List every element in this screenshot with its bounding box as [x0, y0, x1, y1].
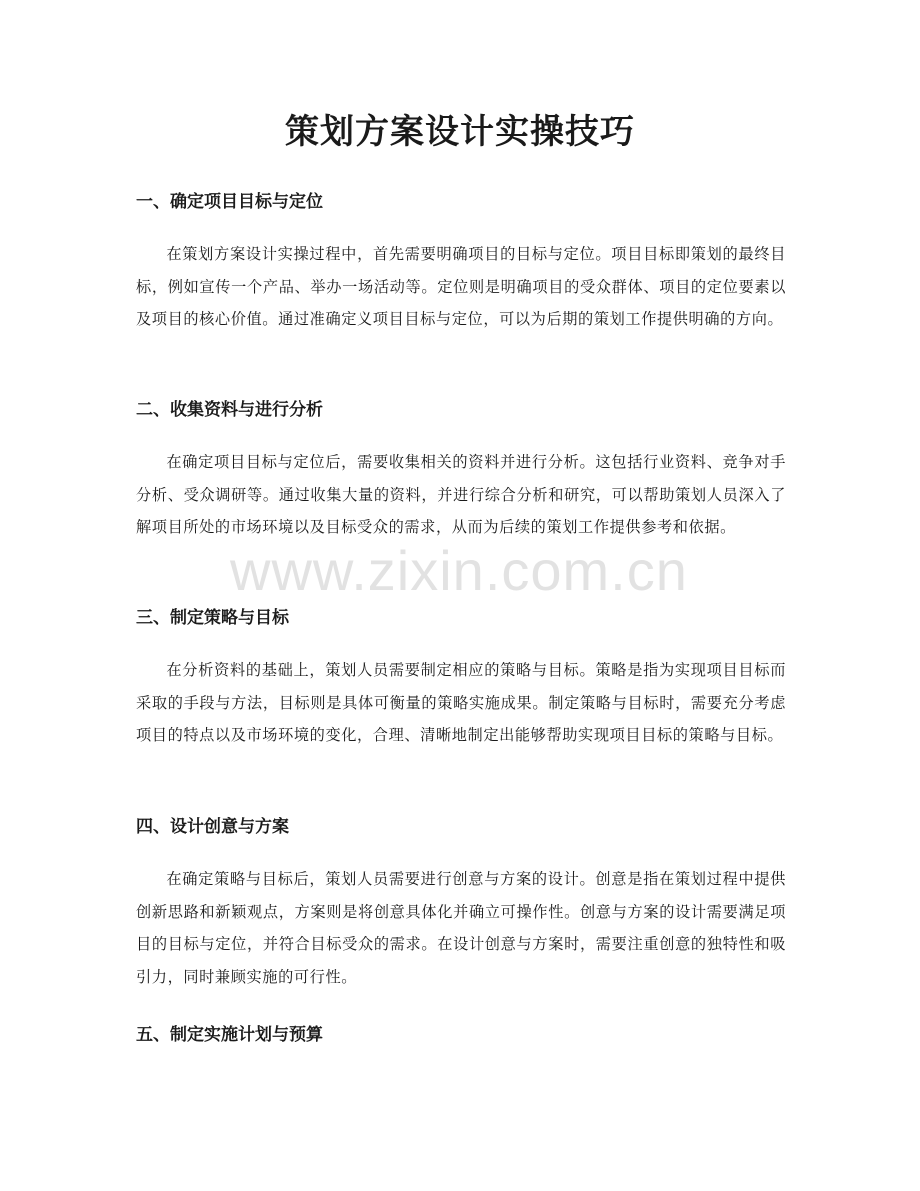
watermark: www.zixin.com.cn [230, 539, 688, 602]
section-2 [136, 398, 786, 544]
section-5 [136, 1023, 786, 1047]
section-paragraph: 在策划方案设计实操过程中，首先需要明确项目的目标与定位。项目目标即策划的最终目标，例如宣传一个产品、举办一场活动等。定位则是明确项目的受众群体、项目的定位要素以及项目的核心价值。通过准确定义项目目标与定位，可以为后期的策划工作提供明确的方向。 [136, 245, 786, 329]
section-heading: 四、设计创意与方案 [136, 817, 289, 837]
section-heading: 一、确定项目目标与定位 [136, 192, 323, 212]
section-4 [136, 815, 786, 994]
section-paragraph: 在分析资料的基础上，策划人员需要制定相应的策略与目标。策略是指为实现项目目标而采取的手段与方法，目标则是具体可衡量的策略实施成果。制定策略与目标时，需要充分考虑项目的特点以及市场环境的变化，合理、清晰地制定出能够帮助实现项目目标的策略与目标。 [136, 661, 786, 745]
section-heading: 五、制定实施计划与预算 [136, 1025, 323, 1045]
section-paragraph: 在确定项目目标与定位后，需要收集相关的资料并进行分析。这包括行业资料、竞争对手分析、受众调研等。通过收集大量的资料，并进行综合分析和研究，可以帮助策划人员深入了解项目所处的市场环境以及目标受众的需求，从而为后续的策划工作提供参考和依据。 [136, 453, 786, 537]
document-title: 策划方案设计实操技巧 [285, 112, 635, 152]
section-heading: 三、制定策略与目标 [136, 608, 289, 628]
section-heading: 二、收集资料与进行分析 [136, 400, 323, 420]
section-3 [136, 606, 786, 752]
section-1 [136, 190, 786, 336]
section-paragraph: 在确定策略与目标后，策划人员需要进行创意与方案的设计。创意是指在策划过程中提供创新思路和新颖观点，方案则是将创意具体化并确立可操作性。创意与方案的设计需要满足项目的目标与定位，并符合目标受众的需求。在设计创意与方案时，需要注重创意的独特性和吸引力，同时兼顾实施的可行性。 [136, 870, 786, 987]
